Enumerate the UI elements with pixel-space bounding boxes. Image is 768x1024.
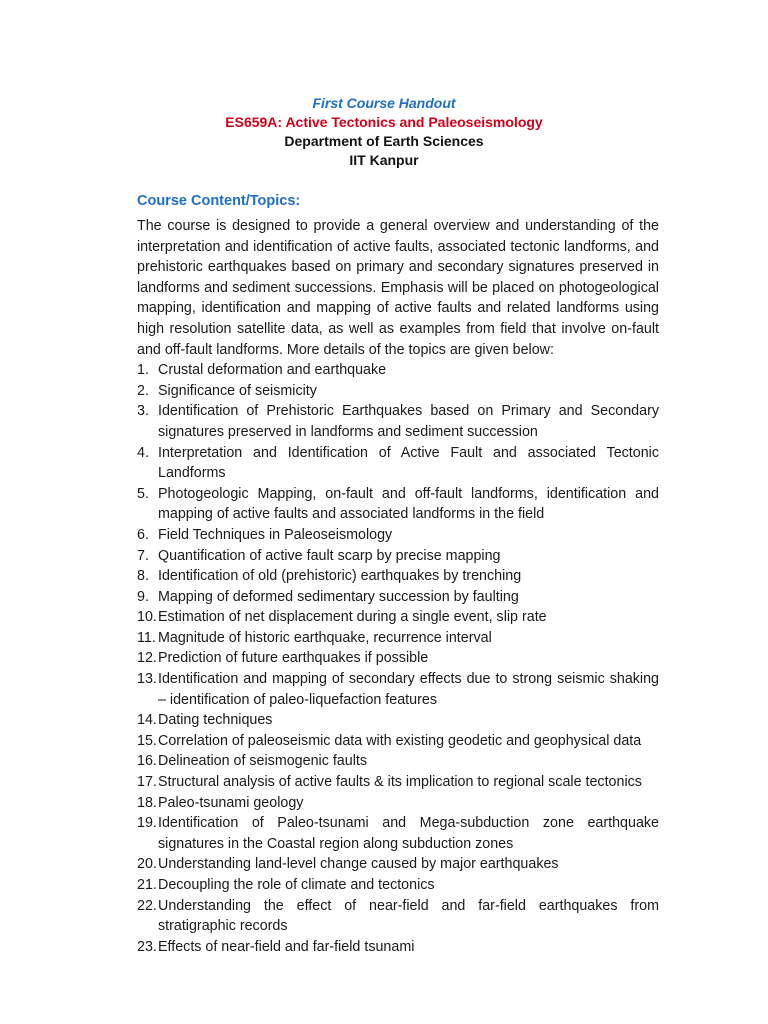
list-item — [137, 793, 659, 814]
list-item — [137, 710, 659, 731]
list-item-text: Delineation of seismogenic faults — [158, 753, 368, 770]
topics-list — [137, 360, 659, 957]
list-item-number: 15. — [137, 732, 157, 749]
list-item-number: 22. — [137, 897, 157, 914]
list-item-number: 4. — [137, 444, 149, 461]
list-item-number: 14. — [137, 712, 157, 729]
document-body — [137, 216, 659, 957]
list-item-text: Identification of Prehistoric Earthquakes based on Primary and Secondary signatures preserved in landforms and sediment succession — [158, 403, 659, 440]
list-item — [137, 628, 659, 649]
list-item — [137, 443, 659, 484]
list-item-number: 1. — [137, 362, 149, 379]
list-item — [137, 525, 659, 546]
intro-paragraph: The course is designed to provide a general overview and understanding of the interpretation and identification of active faults, associated tectonic landforms, and prehistoric earthquakes based on primary and secondary signatures preserved in landforms and sediment successions. Emphasis will be placed on photogeological mapping, identification and mapping of active faults and related landforms using high resolution satellite data, as well as examples from field that involve on-fault and off-fault landforms. More details of the topics are given below: — [137, 218, 659, 358]
list-item-number: 6. — [137, 526, 149, 543]
list-item-number: 2. — [137, 382, 149, 399]
list-item-text: Understanding the effect of near-field and far-field earthquakes from stratigraphic records — [158, 897, 659, 935]
list-item — [137, 937, 659, 958]
handout-label: First Course Handout — [312, 95, 456, 111]
department-name: Department of Earth Sciences — [284, 133, 484, 149]
list-item — [137, 381, 659, 402]
list-item — [137, 648, 659, 669]
list-item-text: Effects of near-field and far-field tsunami — [158, 938, 415, 955]
list-item-number: 11. — [137, 629, 156, 646]
list-item-text: Quantification of active fault scarp by precise mapping — [158, 547, 501, 564]
list-item — [137, 751, 659, 772]
section-title: Course Content/Topics: — [137, 193, 301, 209]
list-item-number: 8. — [137, 568, 149, 585]
list-item-text: Paleo-tsunami geology — [158, 794, 304, 811]
list-item — [137, 607, 659, 628]
list-item-number: 7. — [137, 547, 149, 564]
list-item-text: Field Techniques in Paleoseismology — [158, 526, 393, 543]
list-item-text: Decoupling the role of climate and tectonics — [158, 877, 435, 893]
list-item-number: 9. — [137, 588, 149, 605]
list-item-number: 5. — [137, 485, 149, 502]
list-item-text: Identification of old (prehistoric) earthquakes by trenching — [158, 568, 522, 585]
list-item — [137, 813, 659, 854]
list-item — [137, 854, 659, 875]
list-item — [137, 669, 659, 710]
list-item-number: 21. — [137, 877, 157, 893]
list-item-number: 16. — [137, 753, 157, 770]
list-item-text: Prediction of future earthquakes if possible — [158, 650, 429, 667]
list-item-text: Correlation of paleoseismic data with existing geodetic and geophysical data — [158, 732, 642, 749]
list-item — [137, 566, 659, 587]
list-item-text: Identification and mapping of secondary effects due to strong seismic shaking – identification of paleo-liquefaction features — [158, 671, 659, 708]
list-item — [137, 484, 659, 525]
list-item — [137, 401, 659, 442]
list-item-number: 12. — [137, 650, 157, 667]
list-item — [137, 772, 659, 793]
list-item — [137, 896, 659, 937]
list-item — [137, 546, 659, 567]
list-item-text: Structural analysis of active faults & its implication to regional scale tectonics — [158, 774, 642, 791]
list-item — [137, 875, 659, 896]
list-item-number: 18. — [137, 794, 157, 811]
list-item-number: 20. — [137, 856, 157, 873]
list-item-number: 17. — [137, 774, 157, 791]
list-item-text: Mapping of deformed sedimentary succession by faulting — [158, 588, 519, 605]
list-item-text: Crustal deformation and earthquake — [158, 362, 387, 379]
list-item-number: 19. — [137, 815, 157, 832]
list-item-number: 13. — [137, 671, 157, 688]
list-item — [137, 360, 659, 381]
institute-name: IIT Kanpur — [349, 152, 419, 168]
list-item-number: 3. — [137, 403, 149, 420]
course-title: ES659A: Active Tectonics and Paleoseismology — [225, 114, 543, 130]
list-item — [137, 587, 659, 608]
list-item-number: 23. — [137, 938, 157, 955]
list-item-text: Estimation of net displacement during a single event, slip rate — [158, 609, 547, 626]
list-item-text: Identification of Paleo-tsunami and Mega-subduction zone earthquake signatures in the Coastal region along subduction zones — [158, 815, 659, 852]
list-item-text: Understanding land-level change caused by major earthquakes — [158, 856, 559, 873]
list-item-number: 10. — [137, 609, 157, 626]
list-item-text: Significance of seismicity — [158, 382, 317, 399]
document-header — [0, 94, 768, 170]
list-item-text: Photogeologic Mapping, on-fault and off-fault landforms, identification and mapping of active faults and associated landforms in the field — [158, 485, 659, 523]
list-item-text: Dating techniques — [158, 712, 273, 729]
list-item-text: Interpretation and Identification of Active Fault and associated Tectonic Landforms — [158, 444, 659, 482]
list-item — [137, 731, 659, 752]
list-item-text: Magnitude of historic earthquake, recurrence interval — [158, 629, 492, 646]
